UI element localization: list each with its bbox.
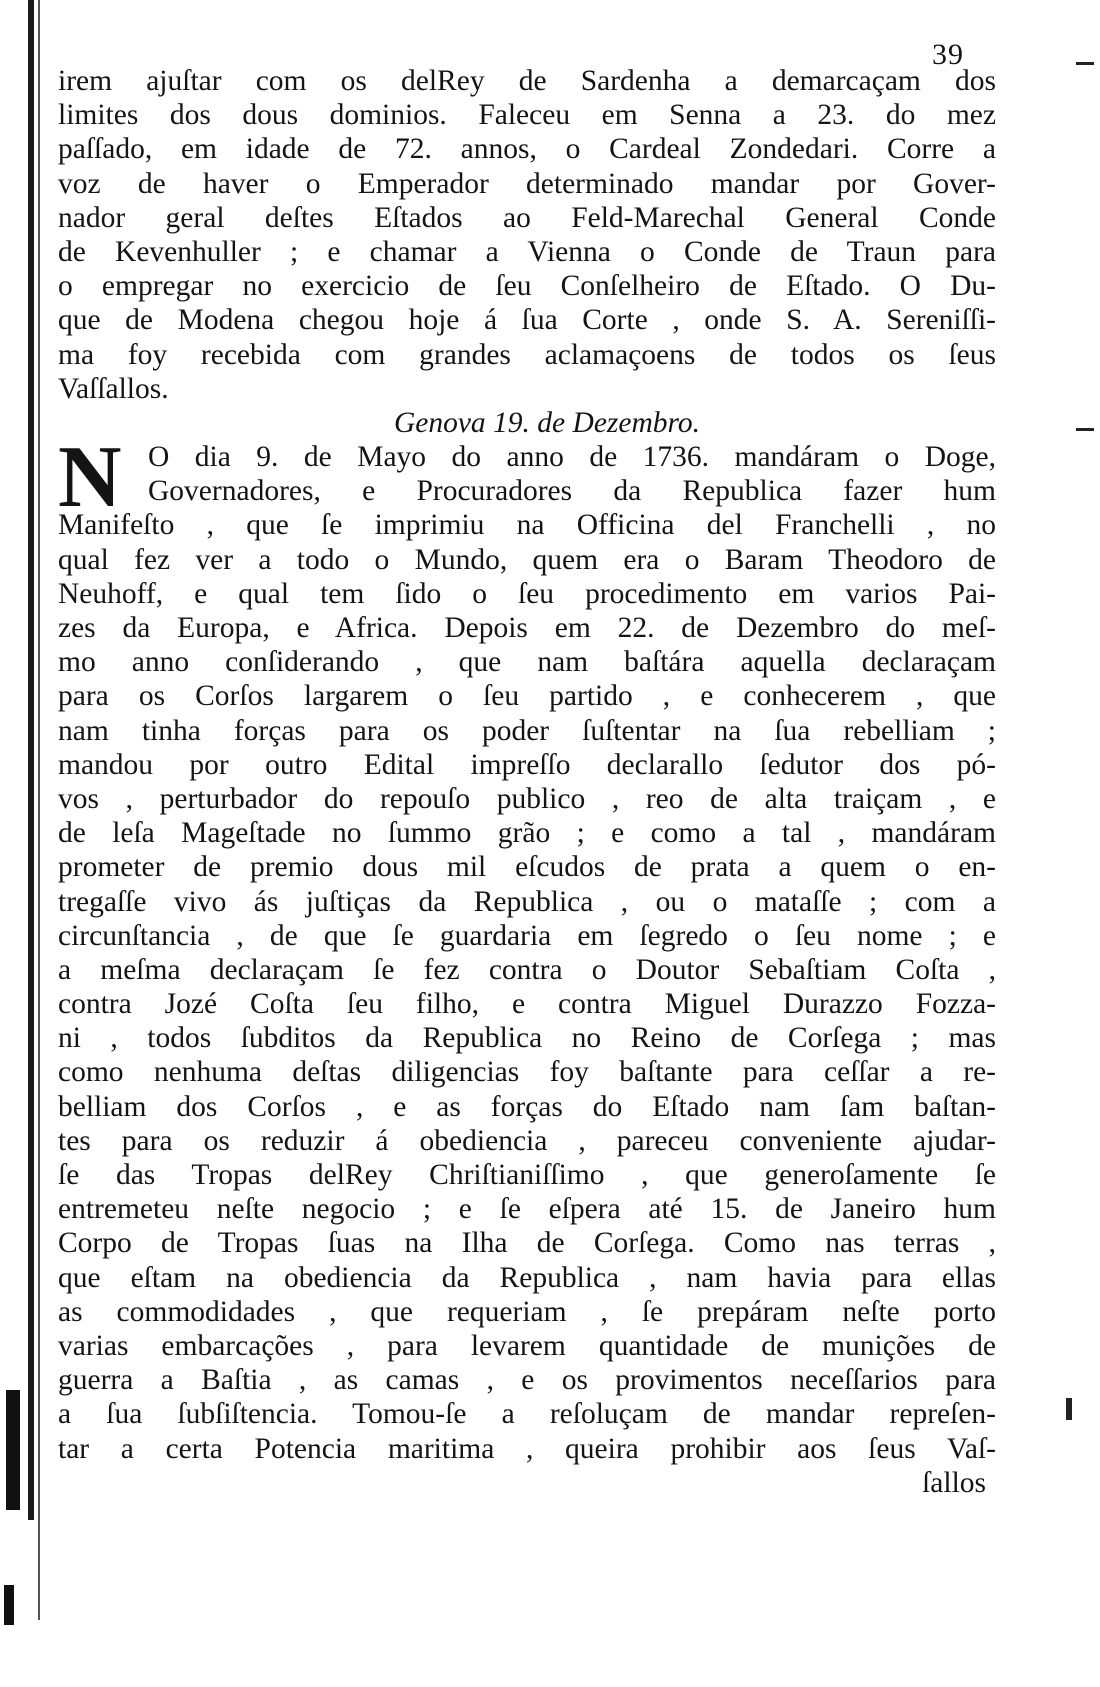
paragraph-vienna xyxy=(58,64,996,406)
dateline-genova: Genova 19. de Dezembro. xyxy=(393,406,701,439)
text-line: a ſua ſubſiſtencia. Tomou-ſe a reſoluçam de mandar repreſen- xyxy=(58,1398,996,1431)
text-line: nador geral deſtes Eſtados ao Feld-Marechal General Conde xyxy=(58,201,996,234)
margin-mark xyxy=(1076,428,1094,431)
edge-ink-mark xyxy=(4,1585,14,1625)
text-line: Governadores, e Procuradores da Republica fazer hum xyxy=(148,475,996,508)
article-text xyxy=(58,64,996,1500)
text-line: de leſa Mageſtade no ſummo grão ; e como a tal , mandáram xyxy=(58,817,996,850)
text-line: ma foy recebida com grandes aclamaçoens de todos os ſeus xyxy=(58,338,996,371)
paragraph-genova-body xyxy=(58,508,996,1465)
text-line: Manifeſto , que ſe imprimiu na Officina del Franchelli , no xyxy=(58,509,996,542)
text-line: limites dos dous dominios. Faleceu em Senna a 23. do mez xyxy=(58,99,996,132)
text-line: ſe das Tropas delRey Chriſtianiſſimo , que generoſamente ſe xyxy=(58,1159,996,1191)
text-line: guerra a Baſtia , as camas , e os provimentos neceſſarios para xyxy=(58,1364,996,1397)
text-line: Vaſſallos. xyxy=(58,372,169,405)
margin-mark xyxy=(1076,62,1094,65)
text-line: qual fez ver a todo o Mundo, quem era o Baram Theodoro de xyxy=(58,543,996,576)
text-line: que eſtam na obediencia da Republica , nam havia para ellas xyxy=(58,1261,996,1294)
text-line: tes para os reduzir á obediencia , pareceu conveniente ajudar- xyxy=(58,1124,996,1157)
text-line: irem ajuſtar com os delRey de Sardenha a demarcaçam dos xyxy=(58,65,996,97)
text-line: entremeteu neſte negocio ; e ſe eſpera até 15. de Janeiro hum xyxy=(58,1193,996,1226)
text-line: que de Modena chegou hoje á ſua Corte , onde S. A. Sereniſſi- xyxy=(58,304,996,337)
text-line: mo anno conſiderando , que nam baſtára aquella declaraçam xyxy=(58,646,996,679)
catchword: ſallos xyxy=(922,1466,986,1499)
text-line: contra Jozé Coſta ſeu filho, e contra Miguel Durazzo Fozza- xyxy=(58,988,996,1021)
text-line: Corpo de Tropas ſuas na Ilha de Corſega. Como nas terras , xyxy=(58,1227,996,1260)
edge-ink-mark xyxy=(6,1390,20,1510)
drop-cap-lines xyxy=(58,440,996,508)
text-line: O dia 9. de Mayo do anno de 1736. mandáram o Doge, xyxy=(148,441,996,474)
text-line: belliam dos Corſos , e as forças do Eſtado nam ſam baſtan- xyxy=(58,1090,996,1123)
text-line: ni , todos ſubditos da Republica no Reino de Corſega ; mas xyxy=(58,1022,996,1055)
text-line: para os Corſos largarem o ſeu partido , e conhecerem , que xyxy=(58,680,996,713)
text-line: o empregar no exercicio de ſeu Conſelheiro de Eſtado. O Du- xyxy=(58,270,996,303)
text-line: zes da Europa, e Africa. Depois em 22. de Dezembro do meſ- xyxy=(58,612,996,644)
margin-mark xyxy=(1066,1398,1072,1420)
drop-cap: N xyxy=(58,429,122,527)
text-line: voz de haver o Emperador determinado mandar por Gover- xyxy=(58,167,996,200)
text-line: as commodidades , que requeriam , ſe prepáram neſte porto xyxy=(58,1295,996,1328)
text-line: paſſado, em idade de 72. annos, o Cardeal Zondedari. Corre a xyxy=(58,133,996,166)
text-line: Neuhoff, e qual tem ſido o ſeu procedimento em varios Pai- xyxy=(58,577,996,610)
text-line: de Kevenhuller ; e chamar a Vienna o Conde de Traun para xyxy=(58,235,996,268)
text-line: tregaſſe vivo ás juſtiças da Republica , ou o mataſſe ; com a xyxy=(58,885,996,918)
text-line: nam tinha forças para os poder ſuſtentar na ſua rebelliam ; xyxy=(58,714,996,747)
binding-edge-line xyxy=(38,0,40,1620)
text-line: como nenhuma deſtas diligencias foy baſtante para ceſſar a re- xyxy=(58,1056,996,1089)
text-line: vos , perturbador do repouſo publico , reo de alta traiçam , e xyxy=(58,782,996,815)
text-line: a meſma declaraçam ſe fez contra o Doutor Sebaſtiam Coſta , xyxy=(58,953,996,986)
text-line: prometer de premio dous mil eſcudos de prata a quem o en- xyxy=(58,851,996,884)
text-line: tar a certa Potencia maritima , queira prohibir aos ſeus Vaſ- xyxy=(58,1432,996,1465)
text-line: mandou por outro Edital impreſſo declarallo ſedutor dos pó- xyxy=(58,748,996,781)
text-line: varias embarcações , para levarem quantidade de munições de xyxy=(58,1329,996,1362)
page-number: 39 xyxy=(932,38,964,71)
text-line: circunſtancia , de que ſe guardaria em ſegredo o ſeu nome ; e xyxy=(58,919,996,952)
binding-edge xyxy=(28,0,34,1520)
